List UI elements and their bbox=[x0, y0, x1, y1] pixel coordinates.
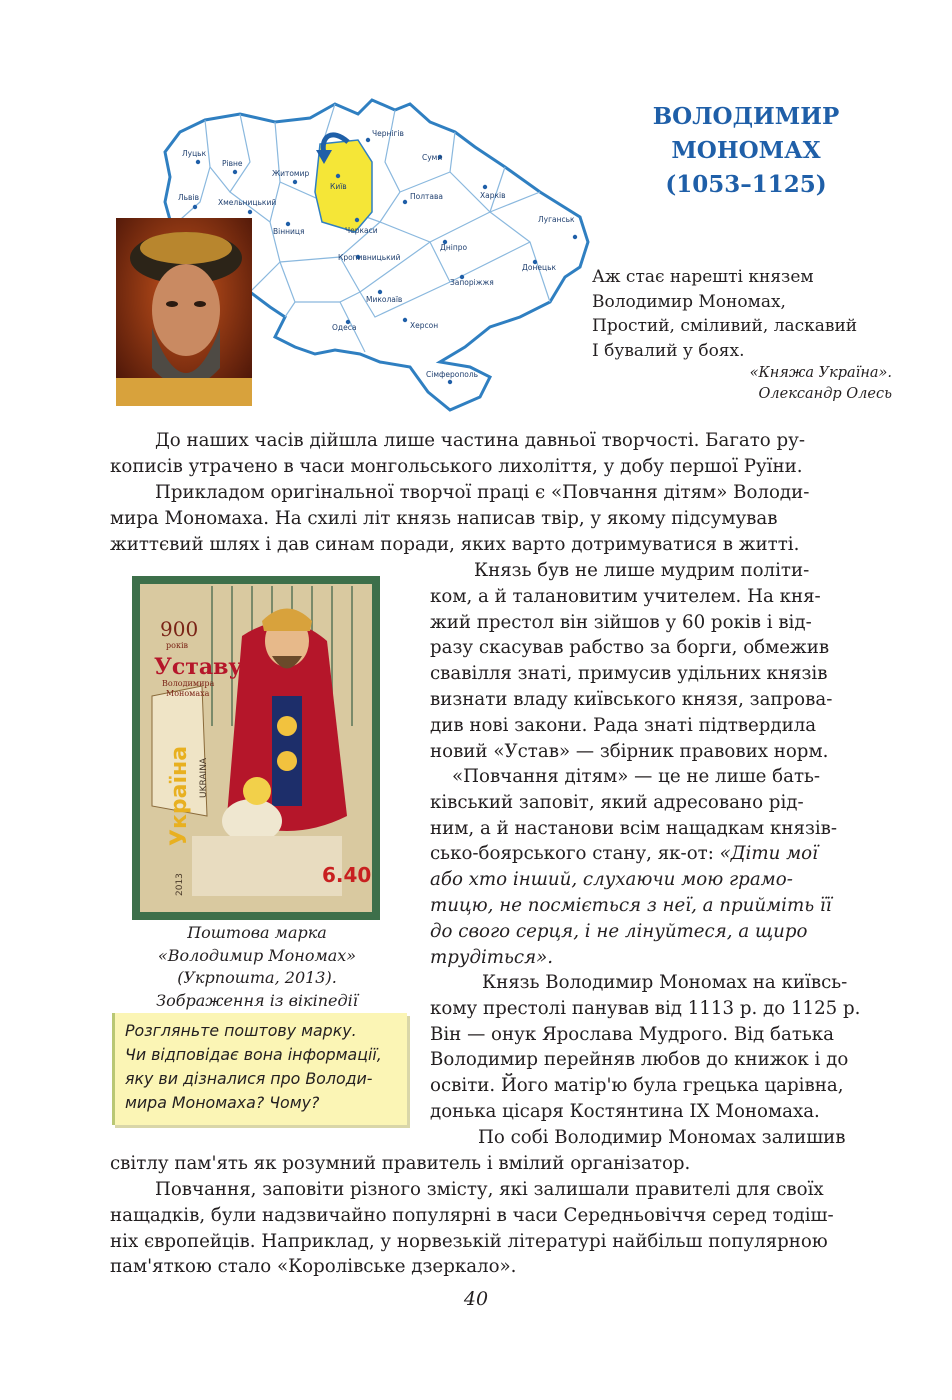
text-line: освіти. Його матір'ю була грецька царівна, bbox=[430, 1075, 844, 1097]
city-kropyvnytskyi: Кропивницький bbox=[338, 253, 401, 262]
stamp-country: Україна bbox=[167, 745, 192, 846]
text-line: Князь був не лише мудрим політи- bbox=[474, 560, 810, 581]
city-kherson: Херсон bbox=[410, 321, 439, 330]
text-line: Володимир перейняв любов до книжок і до bbox=[430, 1049, 849, 1071]
text-line: нащадків, були надзвичайно популярні в часи Середньовіччя серед тодіш- bbox=[110, 1204, 834, 1226]
text-line: По собі Володимир Мономах залишив bbox=[478, 1127, 846, 1148]
epigraph-poem bbox=[592, 265, 892, 405]
article-title bbox=[630, 100, 862, 202]
question-box bbox=[112, 1013, 407, 1125]
title-line-3: (1053–1125) bbox=[665, 171, 827, 198]
citation-source: «Княжа Україна». bbox=[749, 365, 892, 381]
caption-line: «Володимир Мономах» bbox=[157, 945, 357, 965]
city-donetsk: Донецьк bbox=[522, 263, 557, 272]
text-line: визнати владу київського князя, запрова- bbox=[430, 688, 833, 710]
quote-line: тицю, не посміється з неї, а прийміть її bbox=[430, 894, 832, 916]
city-khmelnytskyi: Хмельницький bbox=[218, 198, 277, 207]
postage-stamp-image bbox=[132, 576, 380, 920]
text-line: До наших часів дійшла лише частина давньої творчості. Багато ру- bbox=[155, 430, 805, 451]
poem-line: Аж стає нарешті князем bbox=[592, 267, 814, 287]
city-vinnytsia: Вінниця bbox=[273, 227, 305, 236]
text-line: донька цісаря Костянтина IX Мономаха. bbox=[430, 1100, 820, 1122]
text-line: світлу пам'ять як розумний правитель і вмілий організатор. bbox=[110, 1153, 691, 1174]
city-sumy: Суми bbox=[422, 153, 443, 162]
text-line: Князь Володимир Мономах на київсь- bbox=[482, 972, 848, 993]
city-kharkiv: Харків bbox=[480, 191, 506, 200]
title-line-1: ВОЛОДИМИР bbox=[652, 103, 840, 130]
question-line: Розгляньте поштову марку. bbox=[125, 1021, 357, 1040]
paragraph-5 bbox=[430, 970, 860, 1125]
poem-line: Простий, сміливий, ласкавий bbox=[592, 316, 858, 336]
city-lutsk: Луцьк bbox=[182, 149, 207, 158]
city-cherkasy: Черкаси bbox=[345, 226, 378, 235]
caption-line: Поштова марка bbox=[187, 923, 327, 942]
text-line: новий «Устав» — збірник правових норм. bbox=[430, 740, 829, 762]
stamp-title: Уставу bbox=[154, 654, 243, 680]
text-line: Прикладом оригінальної творчої праці є «Повчання дітям» Володи- bbox=[155, 482, 810, 503]
paragraph-1 bbox=[110, 428, 805, 480]
stamp-years: років bbox=[166, 641, 188, 650]
caption-line: (Укрпошта, 2013). bbox=[177, 968, 337, 987]
text-line: життєвий шлях і дав синам поради, яких варто дотримуватися в житті. bbox=[110, 533, 800, 555]
poem-citation bbox=[592, 363, 892, 405]
city-mykolaiv: Миколаїв bbox=[366, 295, 403, 304]
stamp-value: 6.40 bbox=[322, 863, 372, 887]
text-line: свавілля знаті, примусив удільних князів bbox=[430, 663, 828, 685]
quote-line: трудіться». bbox=[430, 946, 554, 968]
city-kyiv: Київ bbox=[330, 182, 347, 191]
text-line: Повчання, заповіти різного змісту, які залишали правителі для своїх bbox=[155, 1179, 824, 1200]
city-rivne: Рівне bbox=[222, 159, 243, 168]
city-dnipro: Дніпро bbox=[440, 243, 468, 252]
question-line: мира Мономаха? Чому? bbox=[125, 1093, 320, 1112]
city-odesa: Одеса bbox=[332, 323, 357, 332]
question-line: яку ви дізналися про Володи- bbox=[125, 1069, 373, 1088]
city-luhansk: Луганськ bbox=[538, 215, 575, 224]
stamp-subtitle-2: Мономаха bbox=[166, 689, 210, 698]
text-line: кому престолі панував від 1113 р. до 1125 р. bbox=[430, 997, 861, 1019]
caption-line: Зображення із вікіпедії bbox=[156, 990, 358, 1010]
text-line: «Повчання дітям» — це не лише бать- bbox=[452, 766, 821, 787]
question-text bbox=[125, 1019, 382, 1115]
paragraph-6-start bbox=[478, 1125, 846, 1151]
quote-line: до свого серця, і не лінуйтеся, а щиро bbox=[430, 920, 808, 942]
city-lviv: Львів bbox=[178, 193, 199, 202]
text-line: ківський заповіт, який адресовано рід- bbox=[430, 791, 804, 813]
paragraph-6-end bbox=[110, 1151, 690, 1177]
city-simferopol: Сімферополь bbox=[426, 370, 479, 379]
title-line-2: МОНОМАХ bbox=[671, 137, 821, 164]
text-line: разу скасував рабство за борги, обмежив bbox=[430, 637, 830, 659]
stamp-year: 2013 bbox=[175, 873, 185, 896]
stamp-caption bbox=[132, 922, 382, 1012]
stamp-country-latin: UKRAINA bbox=[199, 757, 209, 798]
city-zhytomyr: Житомир bbox=[272, 169, 310, 178]
text-fragment: сько-боярського стану, як-от: bbox=[430, 843, 720, 865]
stamp-number: 900 bbox=[160, 617, 199, 641]
paragraph-2 bbox=[110, 480, 809, 557]
question-line: Чи відповідає вона інформації, bbox=[125, 1045, 382, 1064]
monomakh-portrait bbox=[116, 218, 252, 406]
paragraph-3 bbox=[430, 558, 832, 764]
text-line: жий престол він зійшов у 60 років і від- bbox=[430, 611, 812, 633]
paragraph-4 bbox=[430, 764, 837, 970]
poem-line: Володимир Мономах, bbox=[592, 291, 786, 312]
text-line: Він — онук Ярослава Мудрого. Від батька bbox=[430, 1023, 834, 1045]
text-line: ним, а й настанови всім нащадкам князів- bbox=[430, 817, 838, 839]
quote-line: або хто інший, слухаючи мою грамо- bbox=[430, 869, 793, 891]
quote-start: «Діти мої bbox=[719, 843, 818, 865]
stamp-subtitle-1: Володимира bbox=[162, 679, 215, 688]
city-poltava: Полтава bbox=[410, 192, 444, 201]
text-line: мира Мономаха. На схилі літ князь написав твір, у якому підсумував bbox=[110, 507, 778, 529]
poem-line: І бувалий у боях. bbox=[592, 340, 745, 361]
citation-author: Олександр Олесь bbox=[758, 386, 892, 402]
city-zaporizhzhia: Запоріжжя bbox=[450, 278, 494, 287]
paragraph-7 bbox=[110, 1177, 834, 1280]
text-line: ніх європейців. Наприклад, у норвезькій літературі найбільш популярною bbox=[110, 1230, 828, 1252]
page-number: 40 bbox=[463, 1288, 489, 1310]
text-line: кописів утрачено в часи монгольського лихоліття, у добу першої Руїни. bbox=[110, 455, 803, 477]
text-line: ком, а й талановитим учителем. На кня- bbox=[430, 585, 821, 607]
city-chernihiv: Чернігів bbox=[372, 129, 404, 138]
text-line bbox=[430, 841, 837, 867]
text-line: пам'яткою стало «Королівське дзеркало». bbox=[110, 1256, 517, 1278]
text-line: див нові закони. Рада знаті підтвердила bbox=[430, 714, 817, 736]
